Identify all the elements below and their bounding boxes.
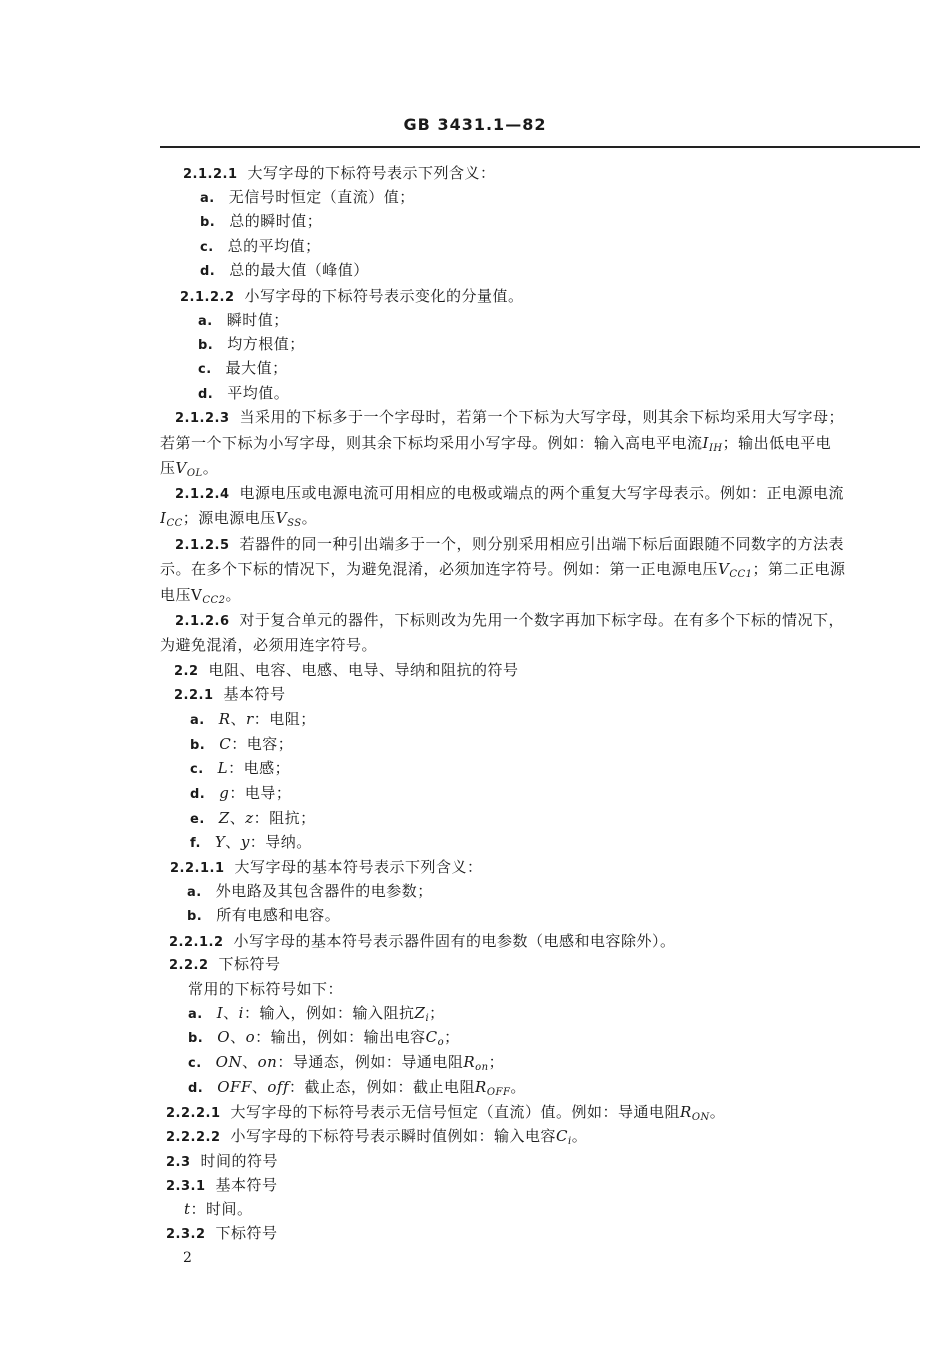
text-run: ；第二正电源 xyxy=(752,560,846,578)
text-line xyxy=(198,334,915,356)
text-line xyxy=(166,1175,915,1197)
text-run: 、 xyxy=(230,710,247,728)
text-run: ：导通态，例如：导通电阻 xyxy=(277,1053,464,1071)
subscript: i xyxy=(568,1136,572,1147)
text-run: ；源电源电压 xyxy=(182,509,276,527)
clause-number: 2.2.2.2 xyxy=(166,1130,221,1145)
page-number: 2 xyxy=(183,1250,192,1266)
text-line xyxy=(198,358,915,380)
text-line xyxy=(200,236,915,258)
clause-number: 2.2.1.1 xyxy=(170,861,225,876)
subscript: CC2 xyxy=(202,595,226,605)
clause-number: 2.1.2.6 xyxy=(175,614,230,629)
math-symbol: o xyxy=(245,1028,256,1046)
subscript: o xyxy=(437,1037,445,1048)
text-line xyxy=(166,1151,915,1173)
text-line xyxy=(187,881,915,903)
clause-number: 2.2.1.2 xyxy=(169,935,224,950)
text-run: 、 xyxy=(229,809,246,827)
text-line xyxy=(184,1199,915,1219)
text-run: ；输出低电平电 xyxy=(722,434,832,452)
subscript: on xyxy=(475,1062,489,1073)
text-line xyxy=(175,483,915,505)
math-symbol: off xyxy=(267,1078,290,1096)
text-line xyxy=(190,783,915,805)
math-symbol: L xyxy=(217,759,229,777)
text-run: 若第一个下标为小写字母，则其余下标均采用小写字母。例如：输入高电平电流 xyxy=(160,434,703,452)
text-line xyxy=(190,734,915,756)
text-run: ：导纳。 xyxy=(249,833,312,851)
text-line xyxy=(188,1003,915,1025)
text-run: 、 xyxy=(251,1078,268,1096)
subscript: CC1 xyxy=(729,569,753,579)
subscript: ON xyxy=(691,1112,710,1123)
text-line xyxy=(175,407,915,429)
clause-number: 2.2 xyxy=(174,664,199,679)
math-symbol: R xyxy=(475,1078,487,1096)
text-run: 压 xyxy=(160,459,176,477)
text-run: 小写字母的基本符号表示器件固有的电参数（电感和电容除外）。 xyxy=(233,932,676,950)
text-run: 瞬时值； xyxy=(226,311,289,329)
subscript: CC xyxy=(166,518,183,528)
text-run: 最大值； xyxy=(225,359,288,377)
math-symbol: I xyxy=(160,509,167,527)
text-line xyxy=(187,905,915,927)
subscript: IH xyxy=(708,443,723,453)
text-line xyxy=(160,458,915,478)
subscript: SS xyxy=(287,518,302,528)
math-symbol: z xyxy=(245,809,254,827)
text-line xyxy=(166,1126,915,1148)
text-line xyxy=(170,857,915,879)
text-line xyxy=(200,211,915,233)
math-symbol: R xyxy=(218,710,231,728)
text-run: 大写字母的下标符号表示下列含义： xyxy=(247,164,496,182)
text-run: 无信号时恒定（直流）值； xyxy=(228,188,415,206)
text-run: ：电感； xyxy=(228,759,291,777)
math-symbol: C xyxy=(425,1028,438,1046)
text-run: 外电路及其包含器件的电参数； xyxy=(215,882,433,900)
list-marker: d. xyxy=(200,264,216,279)
text-line xyxy=(183,163,915,185)
list-marker: a. xyxy=(187,885,202,900)
math-symbol: O xyxy=(217,1028,231,1046)
math-symbol: I xyxy=(216,1004,224,1022)
text-line xyxy=(198,310,915,332)
text-run: 均方根值； xyxy=(227,335,305,353)
text-run: 、 xyxy=(223,1004,239,1022)
text-run: 。 xyxy=(202,459,219,477)
text-line xyxy=(160,508,915,528)
list-marker: c. xyxy=(190,762,204,777)
list-marker: d. xyxy=(188,1081,204,1096)
text-line xyxy=(160,635,915,655)
list-marker: b. xyxy=(188,1031,204,1046)
text-run: 基本符号 xyxy=(215,1176,278,1194)
text-run: 平均值。 xyxy=(227,384,290,402)
clause-number: 2.2.1 xyxy=(174,688,214,703)
text-run: ：电导； xyxy=(229,784,292,802)
subscript: i xyxy=(425,1013,430,1024)
list-marker: d. xyxy=(198,387,214,402)
text-run: 大写字母的下标符号表示无信号恒定（直流）值。例如：导通电阻 xyxy=(230,1103,681,1121)
text-line xyxy=(175,534,915,556)
clause-number: 2.3.1 xyxy=(166,1179,206,1194)
math-symbol: y xyxy=(240,833,250,851)
text-run: 总的最大值（峰值） xyxy=(229,261,369,279)
text-line xyxy=(174,660,915,682)
text-run: ：输入，例如：输入阻抗 xyxy=(243,1004,415,1022)
text-line xyxy=(190,832,915,854)
math-symbol: V xyxy=(175,459,187,477)
text-run: 对于复合单元的器件，下标则改为先用一个数字再加下标字母。在有多个下标的情况下， xyxy=(239,611,845,629)
text-run: ：阻抗； xyxy=(253,809,316,827)
text-run: 所有电感和电容。 xyxy=(216,906,341,924)
subscript: OL xyxy=(186,468,203,478)
text-line xyxy=(190,709,915,731)
clause-number: 2.1.2.5 xyxy=(175,538,230,553)
text-run: 基本符号 xyxy=(223,685,286,703)
clause-number: 2.3 xyxy=(166,1155,191,1170)
list-marker: c. xyxy=(198,362,212,377)
text-run: 下标符号 xyxy=(215,1224,278,1242)
text-line xyxy=(169,954,915,976)
text-line xyxy=(175,610,915,632)
text-line xyxy=(160,559,915,579)
text-run: 常用的下标符号如下： xyxy=(188,980,344,998)
math-symbol: Z xyxy=(414,1004,426,1022)
list-marker: a. xyxy=(198,314,213,329)
text-line xyxy=(166,1223,915,1245)
text-run: ：电阻； xyxy=(253,710,316,728)
text-line xyxy=(188,1027,915,1049)
text-line xyxy=(200,187,915,209)
text-run: ； xyxy=(444,1028,460,1046)
math-symbol: R xyxy=(463,1053,476,1071)
text-run: ：输出，例如：输出电容 xyxy=(255,1028,426,1046)
text-line xyxy=(166,1102,915,1124)
text-run: 。 xyxy=(709,1103,726,1121)
list-marker: a. xyxy=(188,1007,203,1022)
text-run: 下标符号 xyxy=(218,955,281,973)
text-run: 电源电压或电源电流可用相应的电极或端点的两个重复大写字母表示。例如：正电源电流 xyxy=(239,484,845,502)
math-symbol: Z xyxy=(218,809,230,827)
text-line xyxy=(198,383,915,405)
math-symbol: r xyxy=(246,710,254,728)
text-run: 。 xyxy=(225,586,242,604)
text-line xyxy=(190,808,915,830)
math-symbol: on xyxy=(257,1053,278,1071)
text-run: 小写字母的下标符号表示变化的分量值。 xyxy=(244,287,524,305)
text-line xyxy=(174,684,915,706)
text-run: 。 xyxy=(510,1078,526,1096)
text-line xyxy=(160,433,915,453)
list-marker: a. xyxy=(200,191,215,206)
text-run: 电阻、电容、电感、电导、导纳和阻抗的符号 xyxy=(208,661,519,679)
text-run: 总的平均值； xyxy=(227,237,321,255)
math-symbol: g xyxy=(219,784,230,802)
math-symbol: I xyxy=(702,434,709,452)
list-marker: f. xyxy=(190,836,201,851)
text-line xyxy=(188,1077,915,1099)
text-run: ：时间。 xyxy=(190,1200,253,1218)
list-marker: e. xyxy=(190,812,205,827)
list-marker: b. xyxy=(200,215,216,230)
clause-number: 2.1.2.2 xyxy=(180,290,235,305)
text-run: 电压V xyxy=(160,586,203,604)
math-symbol: V xyxy=(718,560,730,578)
math-symbol: i xyxy=(238,1004,244,1022)
list-marker: c. xyxy=(188,1056,202,1071)
math-symbol: t xyxy=(184,1200,191,1218)
text-run: 、 xyxy=(225,833,241,851)
text-run: 小写字母的下标符号表示瞬时值例如：输入电容 xyxy=(230,1127,557,1145)
clause-number: 2.1.2.1 xyxy=(183,167,238,182)
clause-number: 2.1.2.3 xyxy=(175,411,230,426)
subscript: OFF xyxy=(486,1087,511,1098)
text-run: 。 xyxy=(301,509,318,527)
text-line xyxy=(190,758,915,780)
text-run: 、 xyxy=(230,1028,246,1046)
list-marker: b. xyxy=(198,338,214,353)
text-line xyxy=(200,260,915,282)
math-symbol: R xyxy=(680,1103,692,1121)
text-run: 若器件的同一种引出端多于一个，则分别采用相应引出端下标后面跟随不同数字的方法表 xyxy=(239,535,845,553)
math-symbol: ON xyxy=(215,1053,243,1071)
text-line xyxy=(188,979,915,999)
list-marker: b. xyxy=(187,909,203,924)
math-symbol: Y xyxy=(214,833,226,851)
text-run: 总的瞬时值； xyxy=(229,212,323,230)
text-run: 大写字母的基本符号表示下列含义： xyxy=(234,858,483,876)
text-run: ； xyxy=(488,1053,505,1071)
list-marker: a. xyxy=(190,713,205,728)
text-run: 、 xyxy=(242,1053,258,1071)
text-run: ； xyxy=(429,1004,445,1022)
math-symbol: V xyxy=(275,509,288,527)
clause-number: 2.3.2 xyxy=(166,1227,206,1242)
list-marker: b. xyxy=(190,738,206,753)
clause-number: 2.2.2 xyxy=(169,958,209,973)
list-marker: c. xyxy=(200,240,214,255)
text-run: 时间的符号 xyxy=(200,1152,279,1170)
list-marker: d. xyxy=(190,787,206,802)
text-run: ：截止态，例如：截止电阻 xyxy=(289,1078,476,1096)
text-run: 示。在多个下标的情况下，为避免混淆，必须加连字符号。例如：第一正电源电压 xyxy=(160,560,719,578)
text-line xyxy=(188,1052,915,1074)
text-run: 当采用的下标多于一个字母时，若第一个下标为大写字母，则其余下标均采用大写字母； xyxy=(239,408,845,426)
clause-number: 2.1.2.4 xyxy=(175,487,230,502)
text-line xyxy=(180,286,915,308)
text-run: ：电容； xyxy=(231,735,294,753)
text-line xyxy=(169,931,915,953)
clause-number: 2.2.2.1 xyxy=(166,1106,221,1121)
document-header: GB 3431.1—82 xyxy=(403,115,547,134)
text-run: 为避免混淆，必须用连字符号。 xyxy=(160,636,378,654)
math-symbol: C xyxy=(556,1127,568,1145)
header-rule xyxy=(160,146,920,148)
math-symbol: C xyxy=(219,735,232,753)
text-run: 。 xyxy=(571,1127,588,1145)
text-line xyxy=(160,585,915,605)
math-symbol: OFF xyxy=(217,1078,252,1096)
